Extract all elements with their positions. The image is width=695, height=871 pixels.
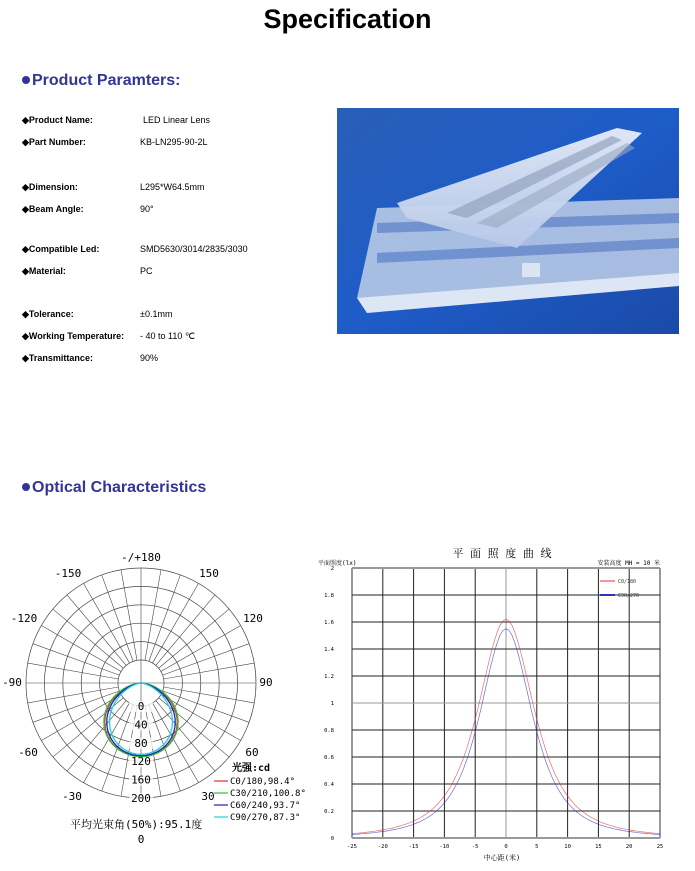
install-height: 安装高度 MH = 10 米 (597, 560, 660, 567)
y-tick: 0.2 (324, 809, 334, 815)
radial-label: 80 (134, 736, 148, 750)
x-tick: 20 (625, 844, 633, 850)
spec-label: ◆Beam Angle: (22, 204, 84, 214)
legend-item: C30/210,100.8° (230, 789, 306, 799)
angle-label: -90 (2, 676, 22, 689)
spec-label: ◆Material: (22, 266, 66, 276)
angle-label: -150 (54, 567, 82, 580)
x-tick: 15 (595, 844, 602, 850)
x-tick: 5 (535, 844, 539, 850)
chart-title: 平 面 照 度 曲 线 (452, 547, 552, 560)
spec-label: ◆Part Number: (22, 137, 86, 147)
x-tick: -10 (439, 844, 450, 850)
x-axis-label: 中心距(米) (483, 854, 521, 862)
spec-label: ◆Dimension: (22, 182, 78, 192)
x-tick: 25 (656, 844, 664, 850)
radial-label: 120 (131, 755, 151, 769)
radial-label: 200 (131, 792, 151, 805)
spec-label: ◆Working Temperature: (22, 331, 125, 341)
angle-label: 150 (199, 567, 219, 580)
x-tick: -25 (347, 844, 357, 850)
angle-label: -/+180 (121, 551, 161, 564)
spec-value: PC (140, 266, 153, 276)
radial-label: 40 (134, 718, 148, 732)
spec-label: ◆Tolerance: (22, 309, 74, 319)
y-tick: 0 (330, 836, 334, 842)
spec-value: ±0.1mm (140, 309, 173, 319)
spec-value: 90° (140, 204, 154, 214)
angle-label: 90 (259, 676, 273, 689)
legend-item: C90/270,87.3° (230, 813, 301, 823)
x-tick: 10 (564, 844, 571, 850)
spec-value: SMD5630/3014/2835/3030 (140, 244, 248, 254)
spec-value: - 40 to 110 ℃ (140, 331, 195, 341)
legend-item: C0/180,98.4° (230, 777, 296, 787)
spec-value: LED Linear Lens (143, 115, 211, 125)
unit-label: 光强:cd (232, 763, 271, 774)
angle-label: 0 (137, 833, 145, 846)
legend-item: C90/270 (618, 593, 640, 599)
spec-label: ◆Product Name: (22, 115, 93, 125)
y-axis-label: 平面照度(lx) (318, 560, 357, 567)
spec-label: ◆Compatible Led: (22, 244, 100, 254)
spec-value: 90% (140, 353, 159, 363)
spec-label: ◆Transmittance: (22, 353, 93, 363)
bullet-icon (22, 483, 30, 491)
x-tick: -15 (408, 844, 419, 850)
y-tick: 1.4 (324, 647, 334, 653)
x-tick: 0 (504, 844, 508, 850)
angle-label: -120 (10, 612, 38, 625)
optical-characteristics-heading: Optical Characteristics (22, 479, 206, 497)
y-tick: 1 (330, 701, 334, 707)
radial-label: 0 (137, 700, 145, 713)
x-tick: -5 (471, 844, 479, 850)
legend-item: C60/240,93.7° (230, 801, 301, 811)
angle-label: 60 (245, 746, 259, 759)
x-tick: -20 (377, 844, 388, 850)
y-tick: 0.4 (324, 782, 334, 788)
spec-value: L295*W64.5mm (140, 182, 205, 192)
illuminance-curve-chart (310, 545, 695, 866)
y-tick: 1.2 (324, 674, 334, 680)
radial-label: 160 (131, 773, 151, 787)
spec-value: KB-LN295-90-2L (140, 137, 208, 147)
angle-label: 120 (243, 612, 263, 625)
page-title: Specification (263, 4, 432, 34)
product-photo (337, 108, 679, 334)
y-tick: 1.6 (324, 620, 334, 626)
legend-item: C0/180 (618, 579, 637, 585)
angle-label: 30 (201, 790, 215, 803)
y-tick: 0.8 (324, 728, 334, 734)
y-tick: 1.8 (324, 593, 334, 599)
y-tick: 0.6 (324, 755, 334, 761)
angle-label: -30 (62, 790, 82, 803)
bullet-icon (22, 76, 30, 84)
polar-intensity-chart (0, 545, 310, 846)
y-tick: 2 (330, 566, 334, 572)
average-beam-angle: 平均光束角(50%):95.1度 (70, 818, 203, 831)
angle-label: -60 (18, 746, 38, 759)
product-parameters-heading: Product Paramters: (22, 72, 181, 90)
grid (352, 568, 660, 838)
